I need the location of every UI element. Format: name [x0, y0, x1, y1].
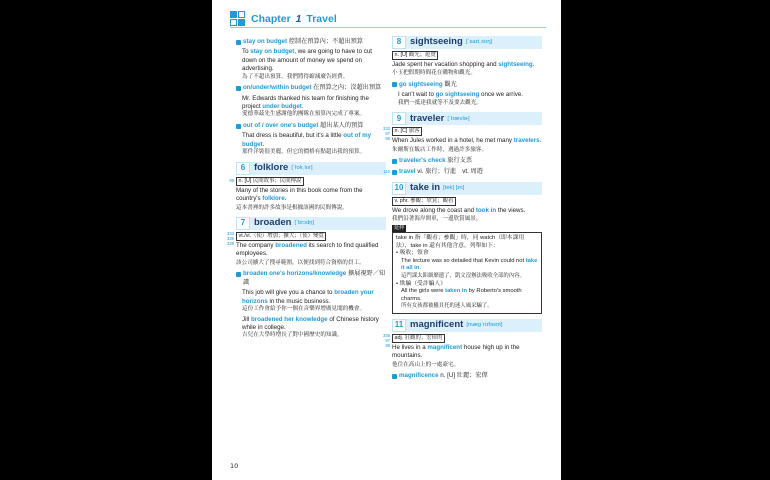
- phrase-out-of-budget: out of / over one's budget 超出某人的預算: [236, 122, 386, 130]
- header-rule: [230, 27, 546, 28]
- page-ref: 333 336 338: [227, 231, 234, 247]
- part-of-speech: n. [U] 民間故事；民間傳說: [236, 177, 304, 186]
- phrase-broaden-horizons: broaden one's horizons/knowledge 擴展視野／知識: [236, 270, 386, 287]
- part-of-speech: n. [U] 觀光；遊覽: [392, 51, 438, 60]
- page-ref: 335 97 98: [383, 333, 390, 348]
- phrase-bullet-icon: [392, 170, 397, 175]
- extension-note: take in 指「觀看；參觀」時，同 watch（即本課用法），take in 還有其他含意，列舉如下： • 吸收；領會 The lecture was so detailed that Kevin could not take it all in. 這門課太鉅細靡遺了，凱文沒辦法吸收全部的內容。 • 欺騙（受詐騙人） All the girls were taken in by Roberto's smooth charms. 所有女孩都被羅貝托的迷人風采騙了。: [392, 232, 542, 314]
- page-number: 10: [230, 462, 239, 470]
- phrase-stay-on-budget: stay on budget 控制在預算內；不超出預算: [236, 38, 386, 46]
- example: To stay on budget, we are going to have to cut down on the amount of money we spend on advertising. 為了不超出預算，我們將得縮減廣告經費。: [242, 48, 373, 80]
- part-of-speech: adj. 壯觀的；宏偉的: [392, 334, 445, 343]
- part-of-speech: n. [C] 旅客: [392, 127, 422, 136]
- phrase-bullet-icon: [392, 374, 397, 379]
- page-ref: 333 97 98: [383, 126, 390, 142]
- chapter-title: Chapter 1 Travel: [251, 13, 337, 25]
- entry-magnificent: 11 magnificent [mægˋnɪfəsn̩t] 335 97 98 adj. 壯觀的；宏偉的 He lives in a magnificent house high up in the mountains. 他住在高山上的一處豪宅。 magnificence n. [U] 壯麗；宏偉: [392, 319, 542, 381]
- part-of-speech: v. phr. 參觀；欣賞；觀看: [392, 197, 456, 206]
- entry-header: 10 take in [tek] [ɪn]: [392, 182, 542, 195]
- right-column: [383, 35, 542, 381]
- example: This job will give you a chance to broaden your horizons in the music business. 這份工作會給予你一個在音樂界增廣見聞的機會。 Jill broadened her knowledge of Chinese history while in college. 吉兒在大學時增長了對中國歷史的知識。: [242, 289, 379, 339]
- phrase-bullet-icon: [236, 272, 241, 277]
- phrase-magnificence: magnificence n. [U] 壯麗；宏偉: [392, 372, 542, 380]
- entry-folklore: 6 folklore [ˋfok͵lor] 98 n. [U] 民間故事；民間傳說 Many of the stories in this book come from the country's folklore. 這本書裡的許多故事是根據該國的民間傳說。: [236, 162, 386, 212]
- phrase-travel: 110 travel vi. 旅行；行進 vt. 周遊: [392, 168, 542, 176]
- left-column: [227, 35, 386, 340]
- entry-header: 8 sightseeing [ˋsaɪt͵siɪŋ]: [392, 36, 542, 49]
- entry-traveler: 9 traveler [ˋtrævlɚ] 333 97 98 n. [C] 旅客 When Jules worked in a hotel, he met many travelers. 朱爾斯在飯店工作時，遇過許多旅客。 traveler's check 旅行支票 110 travel vi. 旅行；行進 vt. 周遊: [392, 112, 542, 177]
- part-of-speech: vt./vi.（使）增加；擴大；（使）變寬: [236, 232, 326, 241]
- phrase-bullet-icon: [392, 159, 397, 164]
- chapter-squares-icon: [230, 11, 246, 27]
- page-ref: 110: [383, 169, 390, 175]
- example: That dress is beautiful, but it's a little out of my budget. 那件洋裝很美麗，但它的價格有點超出我的預算。: [242, 132, 372, 156]
- page-ref: 98: [229, 177, 234, 183]
- entry-header: 7 broaden [ˋbrɔdn̩]: [236, 217, 386, 230]
- phrase-bullet-icon: [236, 40, 241, 45]
- entry-header: 9 traveler [ˋtrævlɚ]: [392, 112, 542, 125]
- phrase-under-budget: on/under/within budget 在預算之內；沒超出預算: [236, 84, 386, 92]
- phrase-bullet-icon: [392, 82, 397, 87]
- phrase-travelers-check: traveler's check 旅行支票: [392, 157, 542, 165]
- extension-tag: 延伸: [394, 224, 405, 231]
- phrase-bullet-icon: [236, 86, 241, 91]
- entry-take-in: 10 take in [tek] [ɪn] v. phr. 參觀；欣賞；觀看 We drove along the coast and took in the views. 我們沿著海岸開車，一邊欣賞風景。 延伸 take in 指「觀看；參觀」時，同 watch（即本課用法），take in 還有其他含意，列舉如下： • 吸收；領會 The lecture was so detailed that Kevin could not take it all in. 這門課太鉅細靡遺了，凱文沒辦法吸收全部的內容。 • 欺騙（受詐騙人） All the girls were taken in by Roberto's smooth charms. 所有女孩都被羅貝托的迷人風采騙了。: [392, 182, 542, 314]
- entry-header: 6 folklore [ˋfok͵lor]: [236, 162, 386, 175]
- dictionary-page: [212, 0, 561, 480]
- phrase-bullet-icon: [236, 124, 241, 129]
- entry-header: 11 magnificent [mægˋnɪfəsn̩t]: [392, 319, 542, 332]
- entry-sightseeing: 8 sightseeing [ˋsaɪt͵siɪŋ] n. [U] 觀光；遊覽 Jade spent her vacation shopping and sightseeing. 小玉把假期時間花在購物和觀光。 go sightseeing 觀光 I can't wait to go sightseeing once we arrive. 我們一抵達我就等不及要去觀光。: [392, 36, 542, 107]
- example: I can't wait to go sightseeing once we arrive. 我們一抵達我就等不及要去觀光。: [398, 91, 523, 106]
- phrase-go-sightseeing: go sightseeing 觀光: [392, 81, 542, 89]
- entry-broaden: 7 broaden [ˋbrɔdn̩] 333 336 338 vt./vi.（使）增加；擴大；（使）變寬 The company broadened its search to find qualified employees. 該公司擴大了搜尋範圍，以便找到符合資格的員工。 broaden one's horizons/knowledge 擴展視野／知識 This job will give you a chance to broaden your horizons in the music business. 這份工作會給予你一個在音樂界增廣見聞的機會。 Jill broadened her knowledge of Chinese history while in college. 吉兒在大學時增長了對中國歷史的知識。: [236, 217, 386, 340]
- example: Mr. Edwards thanked his team for finishing the project under budget. 愛德華茲先生感謝他的團隊在預算內完成了專案。: [242, 94, 369, 118]
